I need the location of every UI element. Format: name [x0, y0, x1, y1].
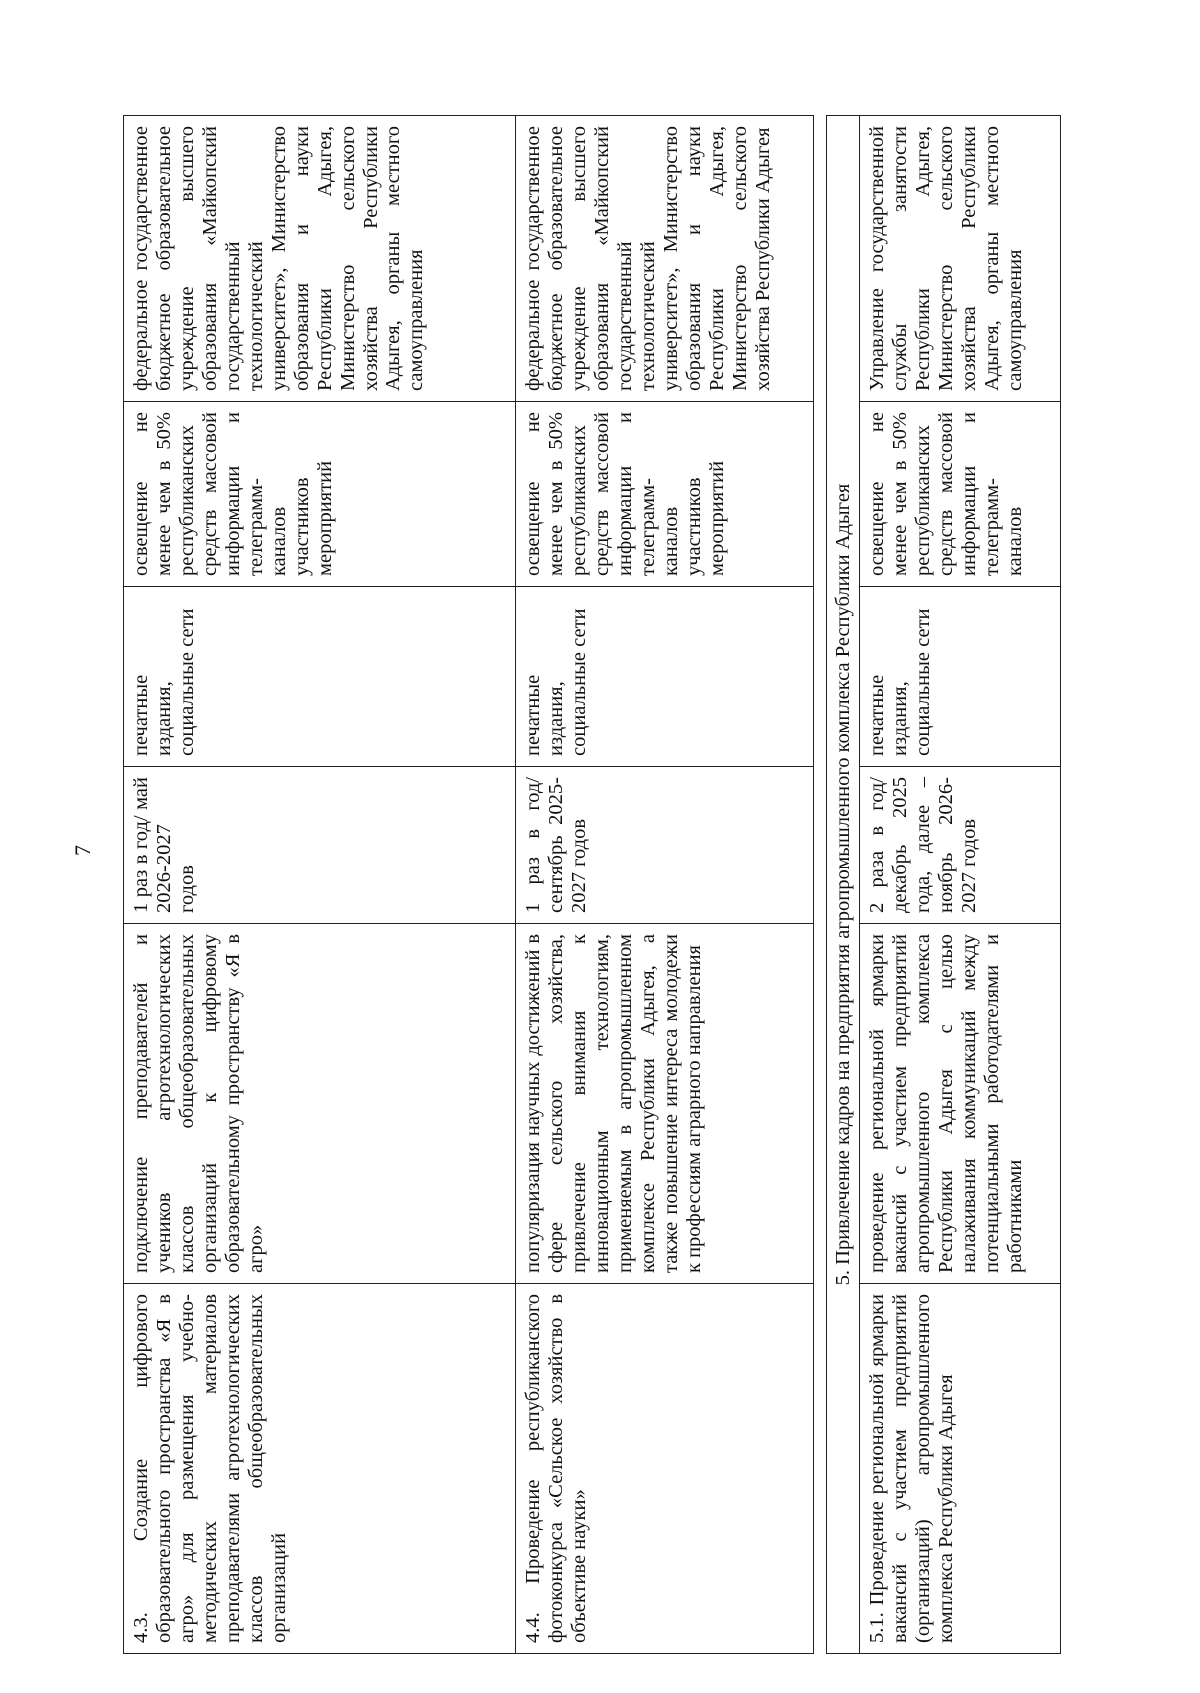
table-spacer	[814, 116, 827, 1654]
event-cell: 4.3. Создание цифрового образовательного пространства «Я в агро» для размещения учебно-методических материалов преподавателями агротехнологических классов общеобразовательных организаций	[124, 1284, 516, 1654]
period-cell: 1 раз в год/ май 2026-2027 годов	[124, 767, 516, 924]
channels-cell: печатные издания, социальные сети	[860, 587, 1061, 767]
channels-cell: печатные издания, социальные сети	[124, 587, 516, 767]
indicator-cell: освещение не менее чем в 50% республиканских средств массовой информации и телеграмм-каналов участников мероприятий	[516, 402, 814, 587]
indicator-cell: освещение не менее чем в 50% республиканских средств массовой информации и телеграмм-каналов участников мероприятий	[124, 402, 516, 587]
section-title: 5. Привлечение кадров на предприятия агропромышленного комплекса Республики Адыгея	[827, 116, 860, 1654]
period-cell: 1 раз в год/ сентябрь 2025-2027 годов	[516, 767, 814, 924]
goal-cell: популяризация научных достижений в сфере сельского хозяйства, привлечение внимания к инновационным технологиям, применяемым в агропромышленном комплексе Республики Адыгея, а также повышение интереса молодежи к профессиям аграрного направления	[516, 924, 814, 1284]
event-cell: 4.4. Проведение республиканского фотоконкурса «Сельское хозяйство в объективе науки»	[516, 1284, 814, 1654]
responsible-cell: федеральное государственное бюджетное образовательное учреждение высшего образования «Майкопский государственный технологический университет», Министерство образования и науки Республики Адыгея, Министерство сельского хозяйства Республики Адыгея	[516, 116, 814, 402]
channels-cell: печатные издания, социальные сети	[516, 587, 814, 767]
goal-cell: проведение региональной ярмарки вакансий с участием предприятий агропромышленного комплекса Республики Адыгея с целью налаживания коммуникаций между потенциальными работодателями и работниками	[860, 924, 1061, 1284]
table-row	[516, 116, 814, 1654]
page-number: 7	[70, 845, 95, 856]
section-header-row	[827, 116, 860, 1654]
events-table	[123, 115, 1061, 1654]
responsible-cell: Управление государственной службы занятости Республики Адыгея, Министерство сельского хозяйства Республики Адыгея, органы местного самоуправления	[860, 116, 1061, 402]
table-row	[860, 116, 1061, 1654]
indicator-cell: освещение не менее чем в 50% республиканских средств массовой информации и телеграмм-каналов	[860, 402, 1061, 587]
table-row	[124, 116, 516, 1654]
period-cell: 2 раза в год/ декабрь 2025 года, далее – ноябрь 2026-2027 годов	[860, 767, 1061, 924]
goal-cell: подключение преподавателей и учеников агротехнологических классов общеобразовательных организаций к цифровому образовательному пространству «Я в агро»	[124, 924, 516, 1284]
rotated-table-container	[123, 116, 1061, 1654]
responsible-cell: федеральное государственное бюджетное образовательное учреждение высшего образования «Майкопский государственный технологический университет», Министерство образования и науки Республики Адыгея, Министерство сельского хозяйства Республики Адыгея, органы местного самоуправления	[124, 116, 516, 402]
event-cell: 5.1. Проведение региональной ярмарки вакансий с участием предприятий (организаций) агропромышленного комплекса Республики Адыгея	[860, 1284, 1061, 1654]
